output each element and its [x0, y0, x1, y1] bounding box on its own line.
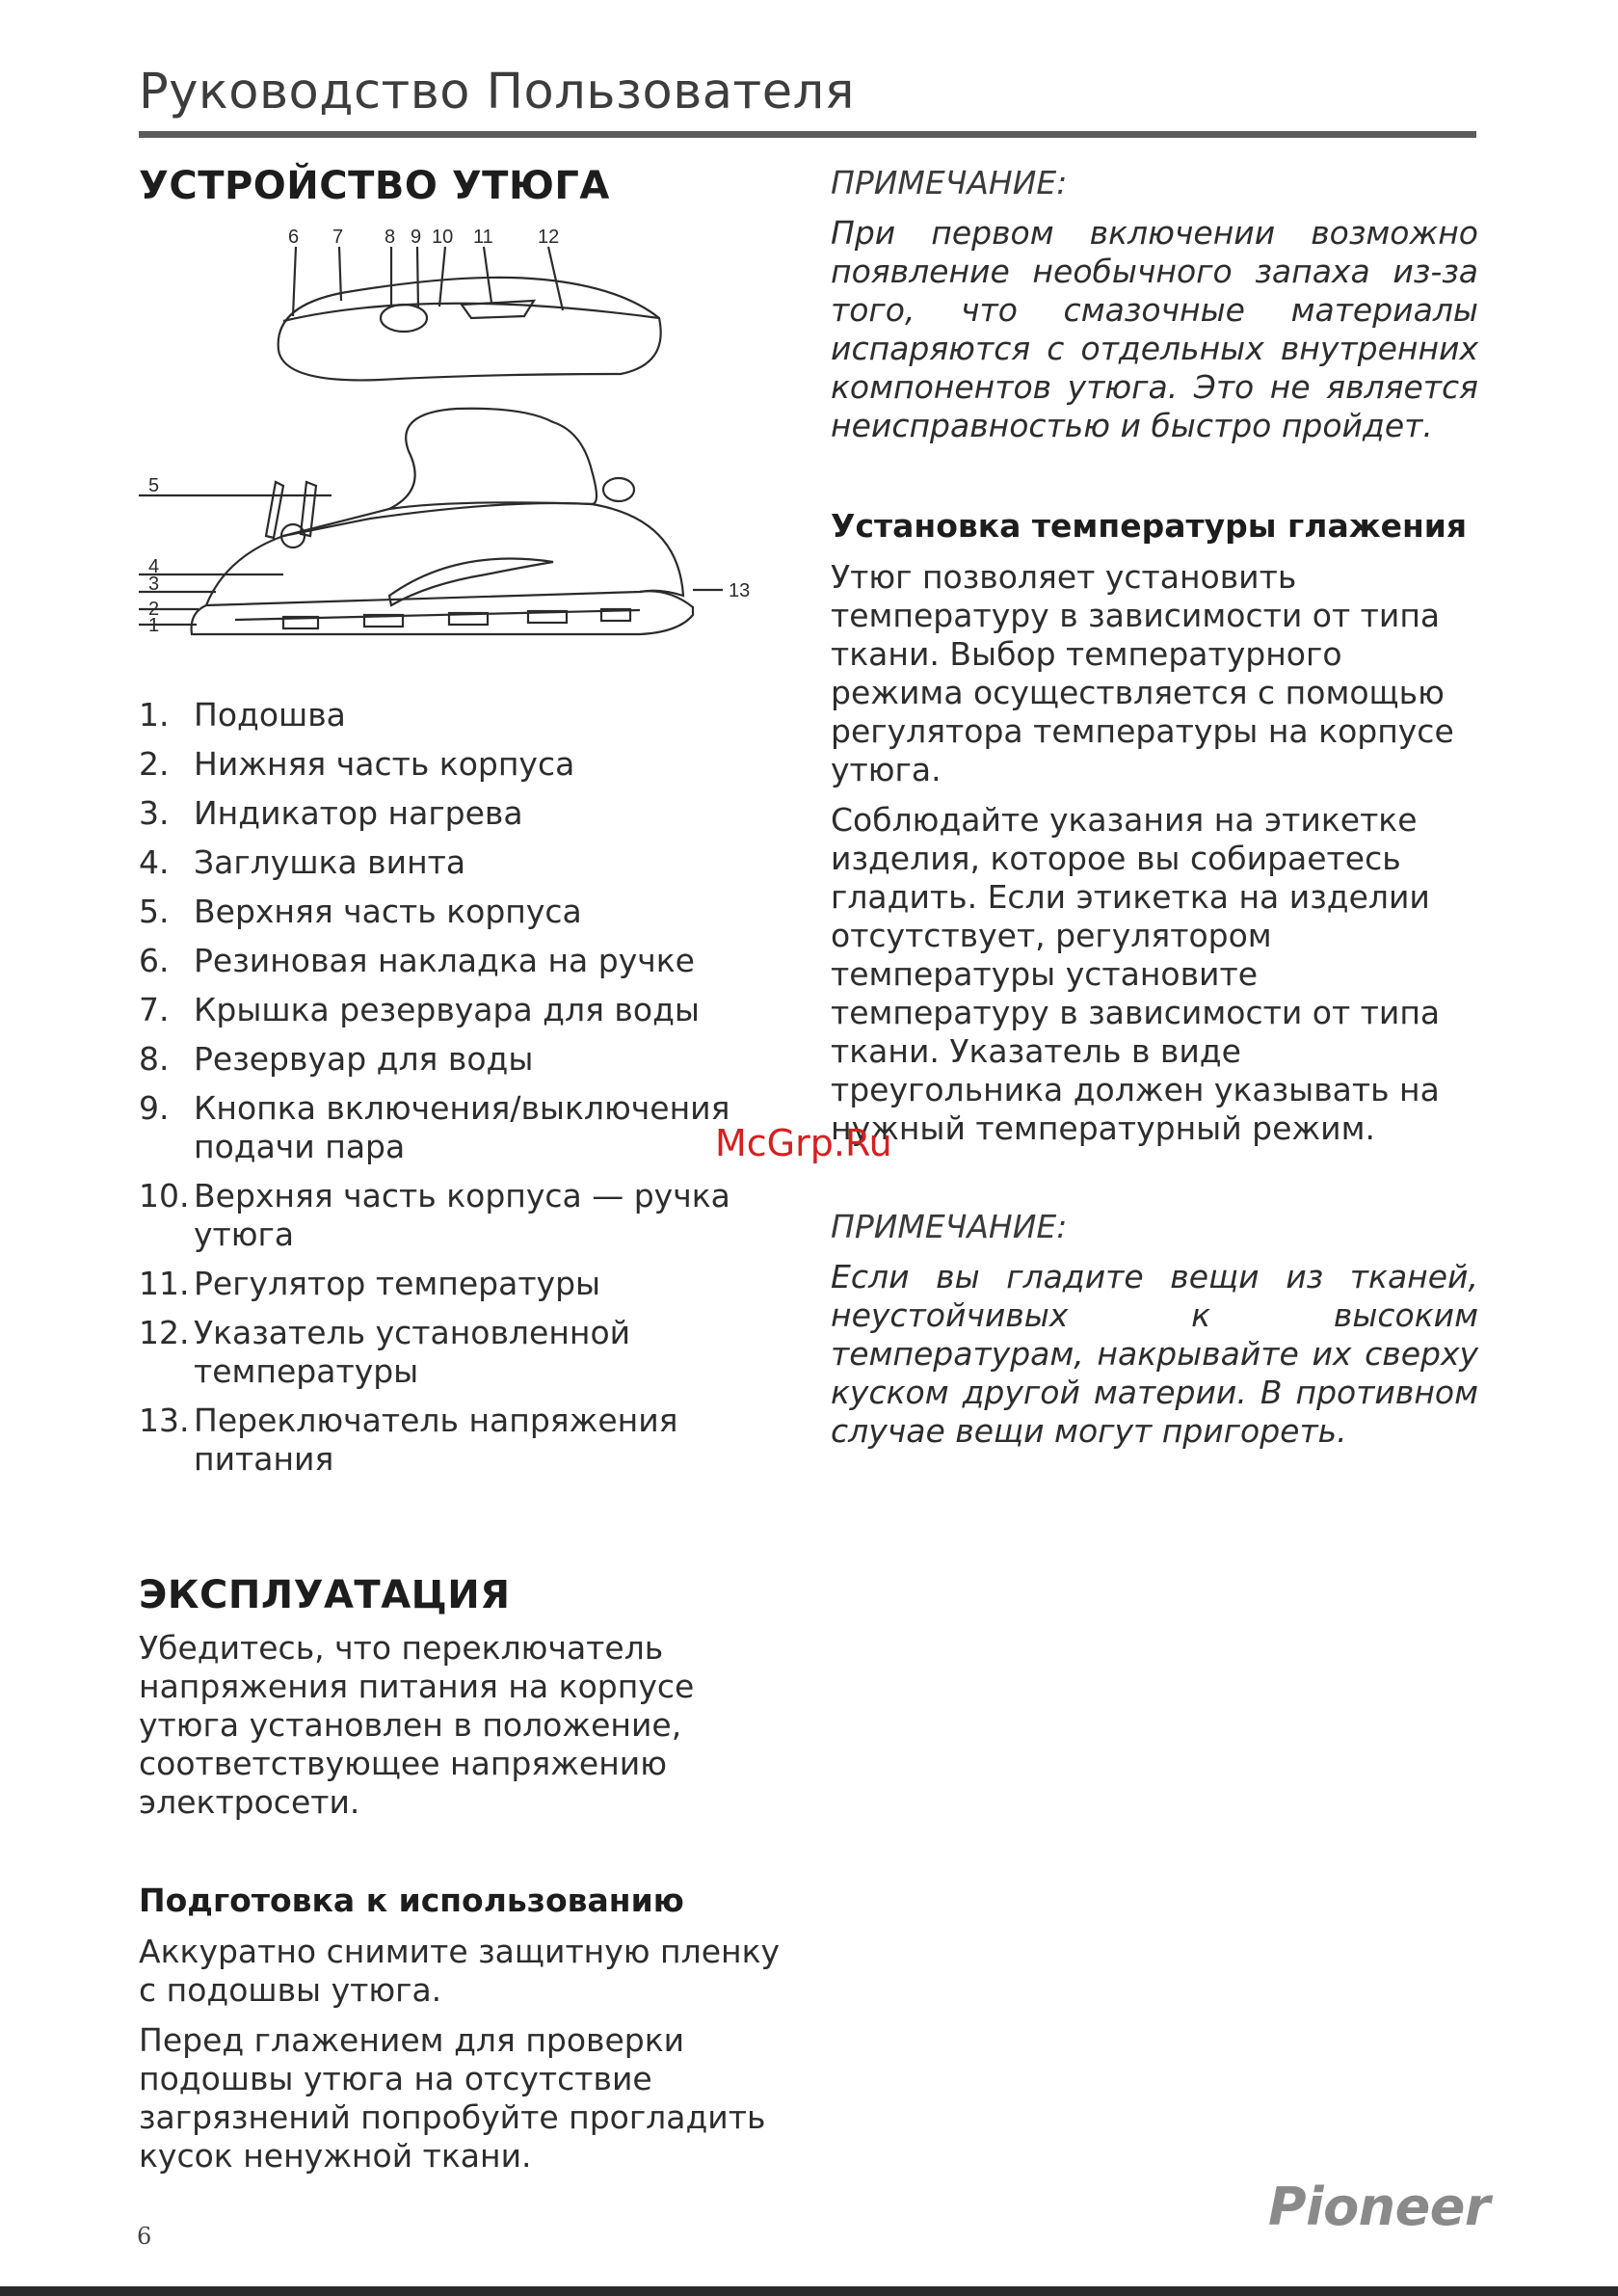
- page-number: 6: [137, 2223, 152, 2250]
- list-item: [139, 745, 794, 784]
- diagram-label-5: 5: [148, 475, 160, 496]
- list-item-text: Индикатор нагрева: [194, 794, 523, 832]
- list-item: [139, 843, 794, 882]
- diagram-label-11: 11: [473, 229, 493, 248]
- device-section-heading: УСТРОЙСТВО УТЮГА: [139, 164, 610, 208]
- diagram-label-2: 2: [148, 599, 160, 620]
- list-item-number: 2.: [139, 745, 170, 783]
- list-item-text: Верхняя часть корпуса: [194, 893, 582, 930]
- left-column: [139, 164, 794, 2176]
- diagram-label-12: 12: [538, 229, 560, 248]
- list-item-text: Заглушка винта: [194, 843, 466, 881]
- operation-section-heading: ЭКСПЛУАТАЦИЯ: [139, 1573, 511, 1617]
- list-item-text: Крышка резервуара для воды: [194, 991, 700, 1028]
- list-item: [139, 942, 794, 980]
- list-item: [139, 1265, 794, 1303]
- list-item-text: Подошва: [194, 696, 346, 734]
- note-1-text: При первом включении возможно появление необычного запаха из-за того, что смазочные материалы испаряются с отдельных внутренних компонентов утюга. Это не является неисправностью и быстро пройдет.: [831, 214, 1478, 444]
- preparation-paragraph-1: Аккуратно снимите защитную пленку с подошвы утюга.: [139, 1933, 781, 2009]
- watermark: McGrp.Ru: [715, 1122, 892, 1164]
- list-item-text: Резиновая накладка на ручке: [194, 942, 695, 979]
- list-item-number: 3.: [139, 794, 170, 832]
- list-item-text: Верхняя часть корпуса — ручка утюга: [194, 1177, 730, 1253]
- list-item: [139, 1314, 794, 1391]
- diagram-label-1: 1: [148, 615, 160, 636]
- diagram-label-6: 6: [288, 229, 300, 248]
- list-item: [139, 1040, 794, 1079]
- temperature-heading: Установка температуры глажения: [831, 507, 1468, 545]
- list-item-text: Переключатель напряжения питания: [194, 1402, 678, 1478]
- parts-list: [139, 696, 794, 1479]
- diagram-label-13: 13: [729, 580, 751, 601]
- preparation-heading: Подготовка к использованию: [139, 1882, 684, 1919]
- diagram-label-9: 9: [411, 229, 422, 248]
- note-2-label: ПРИМЕЧАНИЕ:: [831, 1208, 1068, 1245]
- list-item-text: Указатель установленной температуры: [194, 1314, 631, 1390]
- list-item-number: 1.: [139, 696, 170, 734]
- note-2-text: Если вы гладите вещи из тканей, неустойчивых к высоким температурам, накрывайте их сверху куском другой материи. В противном случае вещи могут пригореть.: [831, 1258, 1478, 1450]
- list-item-number: 4.: [139, 843, 170, 881]
- list-item: [139, 991, 794, 1029]
- list-item-number: 6.: [139, 942, 170, 979]
- temperature-paragraph-2: Соблюдайте указания на этикетке изделия, которое вы собираетесь гладить. Если этикетка на изделии отсутствует, регулятором температуры установите температуру в зависимости от типа ткани. Указатель в виде треугольника должен указывать на нужный температурный режим.: [831, 801, 1441, 1147]
- list-item: [139, 696, 794, 734]
- diagram-label-7: 7: [332, 229, 344, 248]
- list-item-number: 12.: [139, 1314, 190, 1351]
- note-1-label: ПРИМЕЧАНИЕ:: [831, 164, 1068, 201]
- page-header-title: Руководство Пользователя: [139, 64, 855, 120]
- iron-diagram: [139, 229, 794, 673]
- handle-shape: [279, 278, 661, 381]
- list-item-number: 8.: [139, 1040, 170, 1078]
- list-item: [139, 794, 794, 833]
- list-item-number: 13.: [139, 1402, 190, 1439]
- diagram-label-3: 3: [148, 574, 160, 595]
- list-item-text: Регулятор температуры: [194, 1265, 601, 1302]
- diagram-label-4: 4: [148, 556, 160, 577]
- bottom-edge-band: [0, 2286, 1618, 2296]
- list-item-number: 7.: [139, 991, 170, 1028]
- list-item-number: 5.: [139, 893, 170, 930]
- list-item-number: 10.: [139, 1177, 190, 1215]
- right-column: [831, 164, 1478, 1451]
- upper-body-shape: [283, 409, 597, 536]
- list-item-text: Резервуар для воды: [194, 1040, 534, 1078]
- preparation-paragraph-2: Перед глажением для проверки подошвы утюга на отсутствие загрязнений попробуйте прогладить кусок ненужной ткани.: [139, 2021, 766, 2175]
- brand-logo: Pioneer: [1268, 2176, 1491, 2237]
- diagram-label-8: 8: [385, 229, 396, 248]
- list-item: [139, 893, 794, 931]
- list-item: [139, 1177, 794, 1254]
- list-item-number: 11.: [139, 1265, 190, 1302]
- temperature-paragraph-1: Утюг позволяет установить температуру в зависимости от типа ткани. Выбор температурного режима осуществляется с помощью регулятора температуры на корпусе утюга.: [831, 558, 1454, 788]
- list-item: [139, 1402, 794, 1479]
- header-divider: [139, 131, 1476, 138]
- list-item: [139, 1089, 794, 1166]
- iron-illustration: [139, 229, 794, 673]
- soleplate-shape: [192, 591, 693, 634]
- list-item-number: 9.: [139, 1089, 170, 1127]
- diagram-label-10: 10: [432, 229, 454, 248]
- list-item-text: Кнопка включения/выключения подачи пара: [194, 1089, 730, 1165]
- list-item-text: Нижняя часть корпуса: [194, 745, 575, 783]
- operation-intro-text: Убедитесь, что переключатель напряжения питания на корпусе утюга установлен в положение, соответствующее напряжению электросети.: [139, 1629, 695, 1821]
